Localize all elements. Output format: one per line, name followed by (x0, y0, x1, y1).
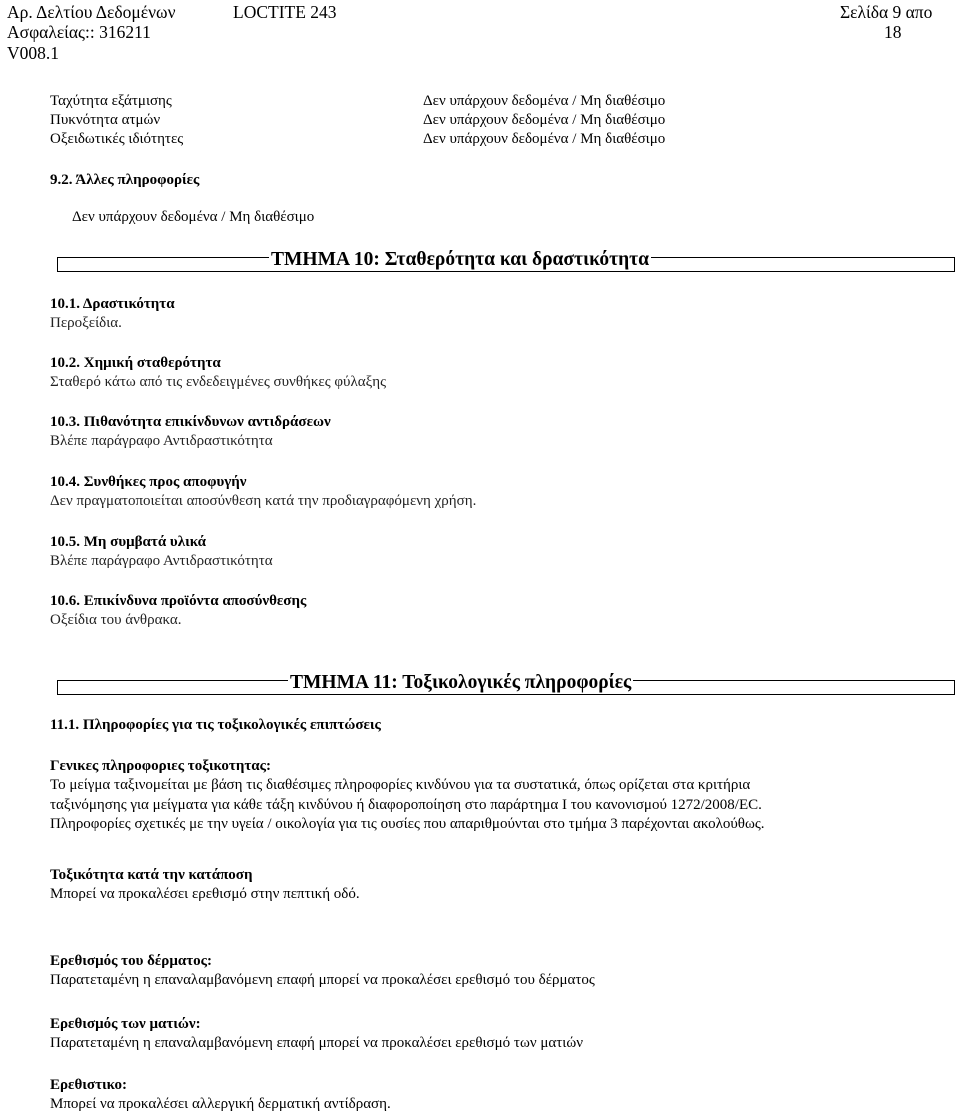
sds-number-label-line1: Αρ. Δελτίου Δεδομένων (7, 2, 176, 22)
eye-irritation-text: Παρατεταμένη η επαναλαμβανόμενη επαφή μπορεί να προκαλέσει ερεθισμό των ματιών (50, 1035, 583, 1051)
subsection-text: Δεν πραγματοποιείται αποσύνθεση κατά την προδιαγραφόμενη χρήση. (50, 493, 477, 509)
property-value: Δεν υπάρχουν δεδομένα / Μη διαθέσιμο (423, 131, 666, 147)
eye-irritation-heading: Ερεθισμός των ματιών: (50, 1016, 201, 1032)
subsection-heading: 10.2. Χημική σταθερότητα (50, 355, 221, 371)
section-9-2-heading: 9.2. Άλλες πληροφορίες (50, 172, 200, 188)
subsection-heading: 10.5. Μη συμβατά υλικά (50, 534, 207, 550)
subsection-heading: 10.6. Επικίνδυνα προϊόντα αποσύνθεσης (50, 593, 307, 609)
oral-toxicity-text: Μπορεί να προκαλέσει ερεθισμό στην πεπτική οδό. (50, 886, 360, 902)
subsection-heading: 10.3. Πιθανότητα επικίνδυνων αντιδράσεων (50, 414, 331, 430)
page-number-line1: Σελίδα 9 απο (840, 2, 933, 22)
paragraph-line: ταξινόμησης για μείγματα για κάθε τάξη κινδύνου ή διαφοροποίηση στο παράρτημα I του κανονισμού 1272/2008/EC. (50, 797, 762, 813)
sds-number-label-line2: Ασφαλείας:: 316211 (7, 22, 151, 42)
subsection-text: Βλέπε παράγραφο Αντιδραστικότητα (50, 553, 273, 569)
page-number-line2: 18 (884, 22, 902, 42)
subsection-heading: 10.1. Δραστικότητα (50, 296, 175, 312)
section-9-2-text: Δεν υπάρχουν δεδομένα / Μη διαθέσιμο (72, 209, 315, 225)
property-name: Οξειδωτικές ιδιότητες (50, 131, 184, 147)
version-label: V008.1 (7, 43, 60, 63)
product-name: LOCTITE 243 (233, 2, 337, 22)
sensitization-heading: Ερεθιστικο: (50, 1077, 128, 1093)
general-toxicity-heading: Γενικες πληροφοριες τοξικοτητας: (50, 758, 271, 774)
property-value: Δεν υπάρχουν δεδομένα / Μη διαθέσιμο (423, 112, 666, 128)
sensitization-text: Μπορεί να προκαλέσει αλλεργική δερματική αντίδραση. (50, 1096, 391, 1112)
paragraph-line: Το μείγμα ταξινομείται με βάση τις διαθέσιμες πληροφορίες κινδύνου για τα συστατικά, όπως ορίζεται στα κριτήρια (50, 777, 751, 793)
oral-toxicity-heading: Τοξικότητα κατά την κατάποση (50, 867, 253, 883)
section-11-title: ΤΜΗΜΑ 11: Τοξικολογικές πληροφορίες (290, 672, 632, 693)
subsection-heading: 10.4. Συνθήκες προς αποφυγήν (50, 474, 247, 490)
subsection-text: Οξείδια του άνθρακα. (50, 612, 182, 628)
subsection-text: Βλέπε παράγραφο Αντιδραστικότητα (50, 433, 273, 449)
subsection-text: Σταθερό κάτω από τις ενδεδειγμένες συνθήκες φύλαξης (50, 374, 387, 390)
section-10-title: ΤΜΗΜΑ 10: Σταθερότητα και δραστικότητα (271, 249, 650, 270)
paragraph-line: Πληροφορίες σχετικές με την υγεία / οικολογία για τις ουσίες που απαριθμούνται στο τμήμα 3 παρέχονται ακολούθως. (50, 816, 765, 832)
property-name: Ταχύτητα εξάτμισης (50, 93, 172, 109)
property-name: Πυκνότητα ατμών (50, 112, 161, 128)
property-value: Δεν υπάρχουν δεδομένα / Μη διαθέσιμο (423, 93, 666, 109)
subsection-heading: 11.1. Πληροφορίες για τις τοξικολογικές επιπτώσεις (50, 717, 381, 733)
skin-irritation-text: Παρατεταμένη η επαναλαμβανόμενη επαφή μπορεί να προκαλέσει ερεθισμό του δέρματος (50, 972, 595, 988)
skin-irritation-heading: Ερεθισμός του δέρματος: (50, 953, 212, 969)
subsection-text: Περοξείδια. (50, 315, 122, 331)
